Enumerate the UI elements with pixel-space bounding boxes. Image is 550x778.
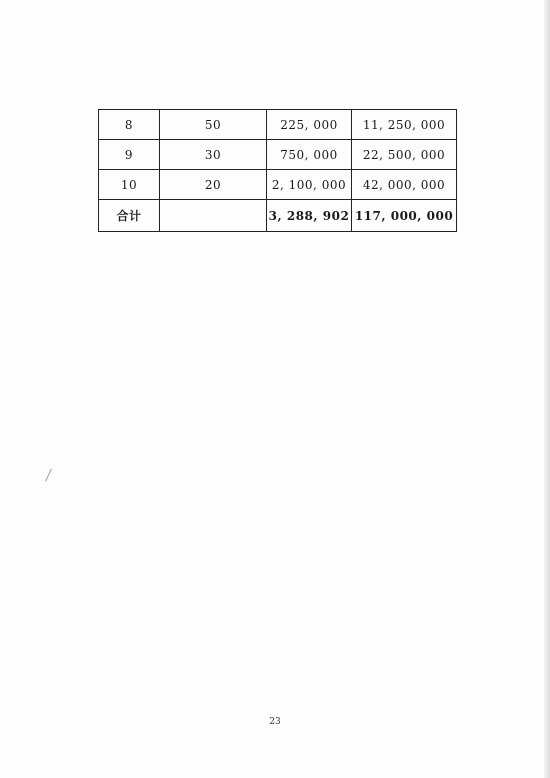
total-cell: 117, 000, 000 <box>352 200 457 232</box>
table-cell: 9 <box>99 140 160 170</box>
total-label: 合计 <box>99 200 160 232</box>
total-row <box>99 200 457 232</box>
table-cell: 50 <box>160 110 267 140</box>
scan-edge-shadow <box>544 0 550 778</box>
table-cell: 11, 250, 000 <box>352 110 457 140</box>
total-empty-cell <box>160 200 267 232</box>
table-cell: 10 <box>99 170 160 200</box>
scan-speck <box>45 468 52 481</box>
total-cell: 3, 288, 902 <box>267 200 352 232</box>
table-cell: 2, 100, 000 <box>267 170 352 200</box>
table-row <box>99 140 457 170</box>
table-row <box>99 110 457 140</box>
table-cell: 8 <box>99 110 160 140</box>
table-cell: 42, 000, 000 <box>352 170 457 200</box>
page-number: 23 <box>269 717 281 727</box>
table-cell: 20 <box>160 170 267 200</box>
table-cell: 22, 500, 000 <box>352 140 457 170</box>
data-table <box>98 109 457 232</box>
table-cell: 225, 000 <box>267 110 352 140</box>
table-cell: 30 <box>160 140 267 170</box>
table-row <box>99 170 457 200</box>
table-cell: 750, 000 <box>267 140 352 170</box>
